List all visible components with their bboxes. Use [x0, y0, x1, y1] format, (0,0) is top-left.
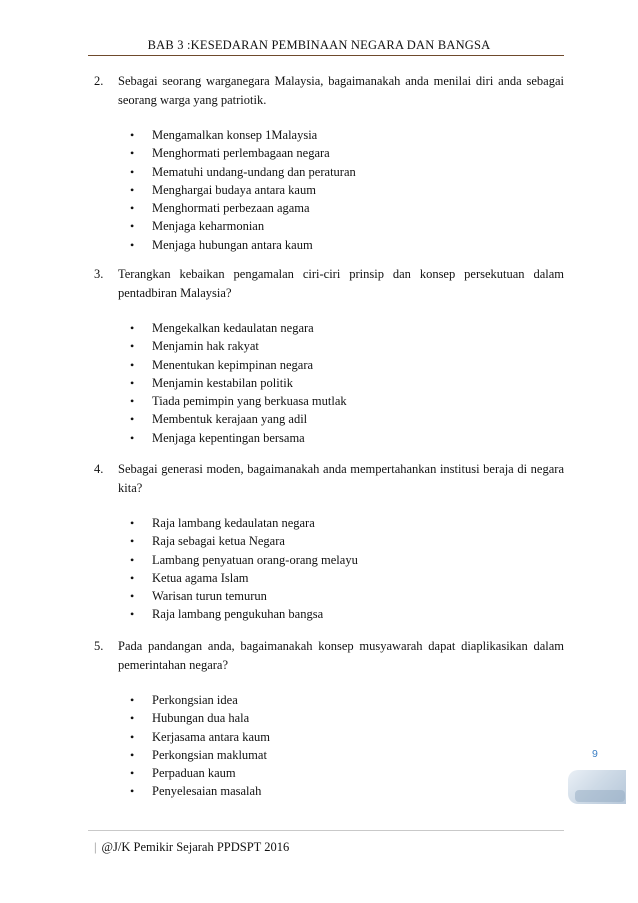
header-rule [88, 55, 564, 56]
question-4 [94, 460, 564, 497]
question-text: Terangkan kebaikan pengamalan ciri-ciri prinsip dan konsep persekutuan dalam pentadbiran Malaysia? [118, 267, 564, 300]
page-number: 9 [592, 748, 598, 760]
bullet-icon: • [130, 570, 135, 585]
question-text: Pada pandangan anda, bagaimanakah konsep musyawarah dapat diaplikasikan dalam pemerintahan negara? [118, 639, 564, 672]
bullet-icon: • [130, 164, 135, 179]
answer-text: Menghargai budaya antara kaum [152, 182, 316, 197]
answer-text: Perkongsian idea [152, 693, 238, 707]
bullet-icon: • [130, 729, 135, 744]
bullet-icon: • [130, 412, 135, 427]
bullet-icon: • [130, 201, 135, 216]
bullet-icon: • [130, 128, 135, 142]
bullet-icon: • [130, 394, 135, 409]
answer-text: Raja lambang kedaulatan negara [152, 516, 315, 530]
question-5 [94, 637, 564, 674]
question-text: Sebagai seorang warganegara Malaysia, bagaimanakah anda menilai diri anda sebagai seorang warga yang patriotik. [118, 74, 564, 107]
answer-text: Membentuk kerajaan yang adil [152, 412, 308, 427]
bullet-icon: • [130, 766, 135, 781]
bullet-icon: • [130, 321, 135, 335]
answer-text: Menjaga keharmonian [152, 219, 265, 234]
answer-text: Perpaduan kaum [152, 766, 236, 781]
answer-text: Hubungan dua hala [152, 711, 250, 726]
answer-text: Tiada pemimpin yang berkuasa mutlak [152, 394, 347, 409]
footer-text: @J/K Pemikir Sejarah PPDSPT 2016 [101, 840, 290, 854]
question-number: 3. [94, 267, 104, 281]
answer-text: Lambang penyatuan orang-orang melayu [152, 552, 358, 567]
answer-text: Raja lambang pengukuhan bangsa [152, 607, 324, 622]
bullet-icon: • [130, 339, 135, 354]
bullet-icon: • [130, 516, 135, 530]
bullet-icon: • [130, 589, 135, 604]
answer-text: Ketua agama Islam [152, 570, 249, 585]
bullet-icon: • [130, 711, 135, 726]
answer-text: Kerjasama antara kaum [152, 729, 270, 744]
bullet-icon: • [130, 146, 135, 161]
question-number: 2. [94, 74, 104, 88]
answer-text: Menjaga hubungan antara kaum [152, 237, 313, 252]
answer-text: Menjamin hak rakyat [152, 339, 259, 354]
answer-text: Mematuhi undang-undang dan peraturan [152, 164, 356, 179]
answer-text: Menjaga kepentingan bersama [152, 430, 305, 445]
question-2 [94, 72, 564, 109]
bullet-icon: • [130, 357, 135, 372]
answer-text: Perkongsian maklumat [152, 747, 267, 762]
answer-text: Raja sebagai ketua Negara [152, 534, 285, 549]
answer-text: Menjamin kestabilan politik [152, 375, 293, 390]
bullet-icon: • [130, 219, 135, 234]
bullet-icon: • [130, 552, 135, 567]
footer-separator: | [94, 840, 97, 854]
bullet-icon: • [130, 534, 135, 549]
answer-text: Menghormati perlembagaan negara [152, 146, 330, 161]
question-3 [94, 265, 564, 302]
answer-text: Penyelesaian masalah [152, 784, 262, 799]
answer-text: Menghormati perbezaan agama [152, 201, 310, 216]
bullet-icon: • [130, 237, 135, 252]
question-number: 4. [94, 462, 104, 476]
bullet-icon: • [130, 607, 135, 622]
answer-text: Menentukan kepimpinan negara [152, 357, 314, 372]
answer-text: Mengamalkan konsep 1Malaysia [152, 128, 318, 142]
bullet-icon: • [130, 430, 135, 445]
footer [94, 840, 289, 855]
bullet-icon: • [130, 375, 135, 390]
bullet-icon: • [130, 693, 135, 707]
bullet-icon: • [130, 182, 135, 197]
answer-text: Mengekalkan kedaulatan negara [152, 321, 314, 335]
answer-text: Warisan turun temurun [152, 589, 267, 604]
question-text: Sebagai generasi moden, bagaimanakah anda mempertahankan institusi beraja di negara kita? [118, 462, 564, 495]
bullet-icon: • [130, 784, 135, 799]
page-header: BAB 3 :KESEDARAN PEMBINAAN NEGARA DAN BANGSA [147, 38, 491, 52]
bullet-icon: • [130, 747, 135, 762]
page-curl-shadow [575, 790, 625, 802]
question-number: 5. [94, 639, 104, 653]
footer-rule [88, 830, 564, 831]
